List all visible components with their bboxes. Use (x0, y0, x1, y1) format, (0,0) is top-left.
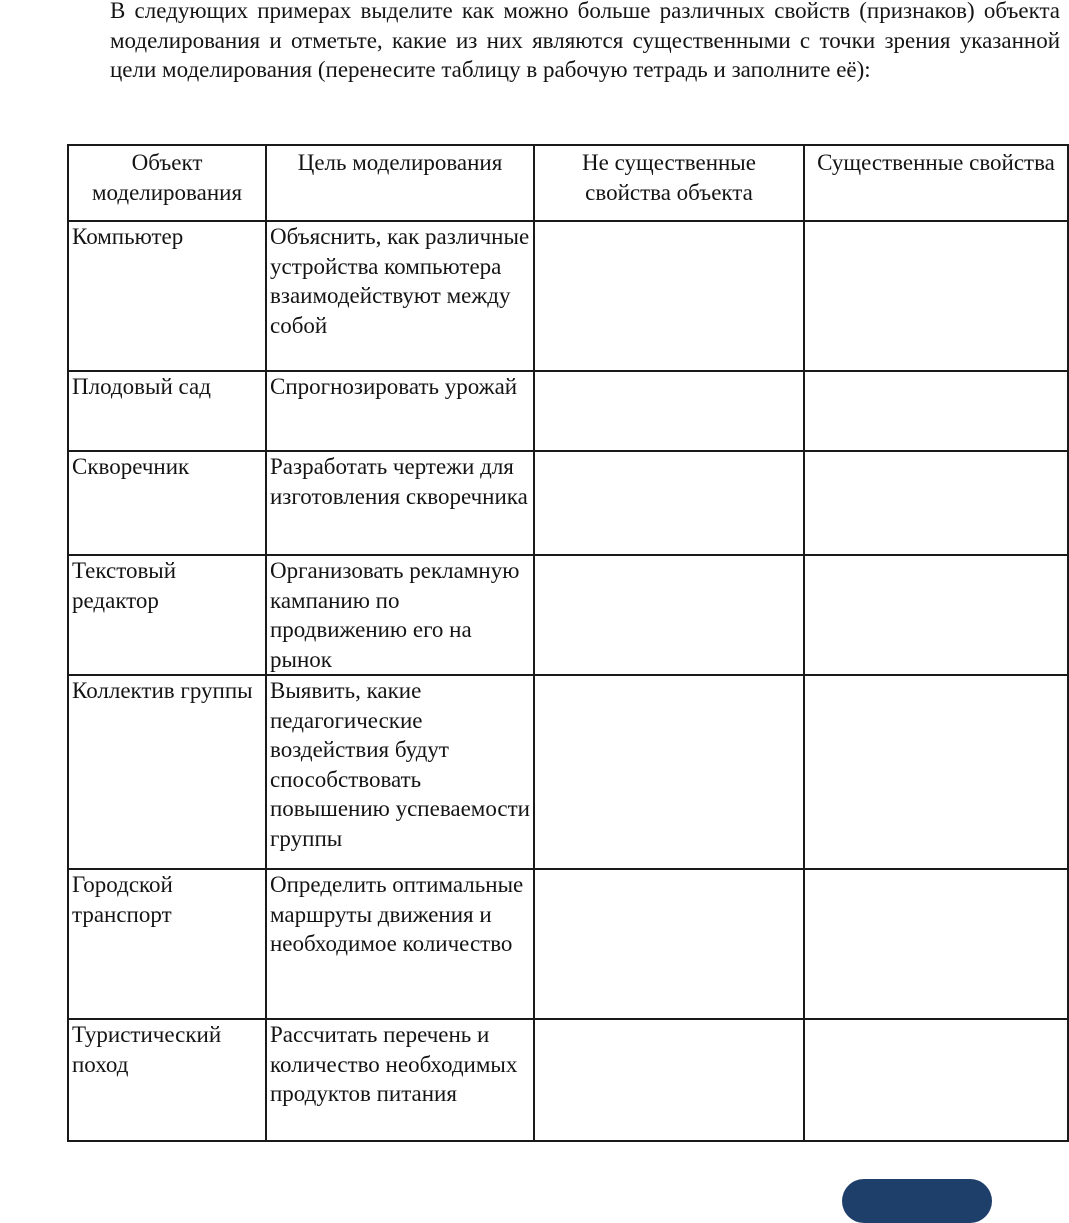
object-cell: Компьютер (68, 221, 266, 371)
object-cell: Текстовый редактор (68, 555, 266, 675)
essential-cell[interactable] (804, 451, 1068, 555)
object-cell: Плодовый сад (68, 371, 266, 451)
nonessential-cell[interactable] (534, 869, 804, 1019)
modeling-properties-table (67, 144, 1069, 1142)
goal-cell: Разработать чертежи для изготовления скворечника (266, 451, 534, 555)
essential-cell[interactable] (804, 869, 1068, 1019)
task-instructions: В следующих примерах выделите как можно больше различных свойств (признаков) объекта моделирования и отметьте, какие из них являются существенными с точки зрения указанной цели моделирования (перенесите таблицу в рабочую тетрадь и заполните её): (110, 0, 1060, 82)
table-row (68, 869, 1068, 1019)
table-row (68, 555, 1068, 675)
goal-cell: Определить оптимальные маршруты движения и необходимое количество (266, 869, 534, 1019)
header-nonessential-properties: Не существенные свойства объекта (534, 145, 804, 221)
nonessential-cell[interactable] (534, 1019, 804, 1141)
table-header-row (68, 145, 1068, 221)
object-cell: Скворечник (68, 451, 266, 555)
header-essential-properties: Существенные свойства (804, 145, 1068, 221)
object-cell: Городской транспорт (68, 869, 266, 1019)
nonessential-cell[interactable] (534, 371, 804, 451)
goal-cell: Объяснить, как различные устройства компьютера взаимодействуют между собой (266, 221, 534, 371)
table-row (68, 371, 1068, 451)
nonessential-cell[interactable] (534, 221, 804, 371)
essential-cell[interactable] (804, 371, 1068, 451)
goal-cell: Спрогнозировать урожай (266, 371, 534, 451)
table-row (68, 221, 1068, 371)
object-cell: Туристический поход (68, 1019, 266, 1141)
goal-cell: Выявить, какие педагогические воздействия будут способствовать повышению успеваемости группы (266, 675, 534, 869)
next-button[interactable] (842, 1179, 992, 1223)
header-goal: Цель моделирования (266, 145, 534, 221)
nonessential-cell[interactable] (534, 451, 804, 555)
essential-cell[interactable] (804, 221, 1068, 371)
object-cell: Коллектив группы (68, 675, 266, 869)
essential-cell[interactable] (804, 555, 1068, 675)
goal-cell: Организовать рекламную кампанию по продвижению его на рынок (266, 555, 534, 675)
goal-cell: Рассчитать перечень и количество необходимых продуктов питания (266, 1019, 534, 1141)
essential-cell[interactable] (804, 1019, 1068, 1141)
table-row (68, 451, 1068, 555)
nonessential-cell[interactable] (534, 555, 804, 675)
table-row (68, 675, 1068, 869)
nonessential-cell[interactable] (534, 675, 804, 869)
essential-cell[interactable] (804, 675, 1068, 869)
header-object: Объект моделирования (68, 145, 266, 221)
table-row (68, 1019, 1068, 1141)
